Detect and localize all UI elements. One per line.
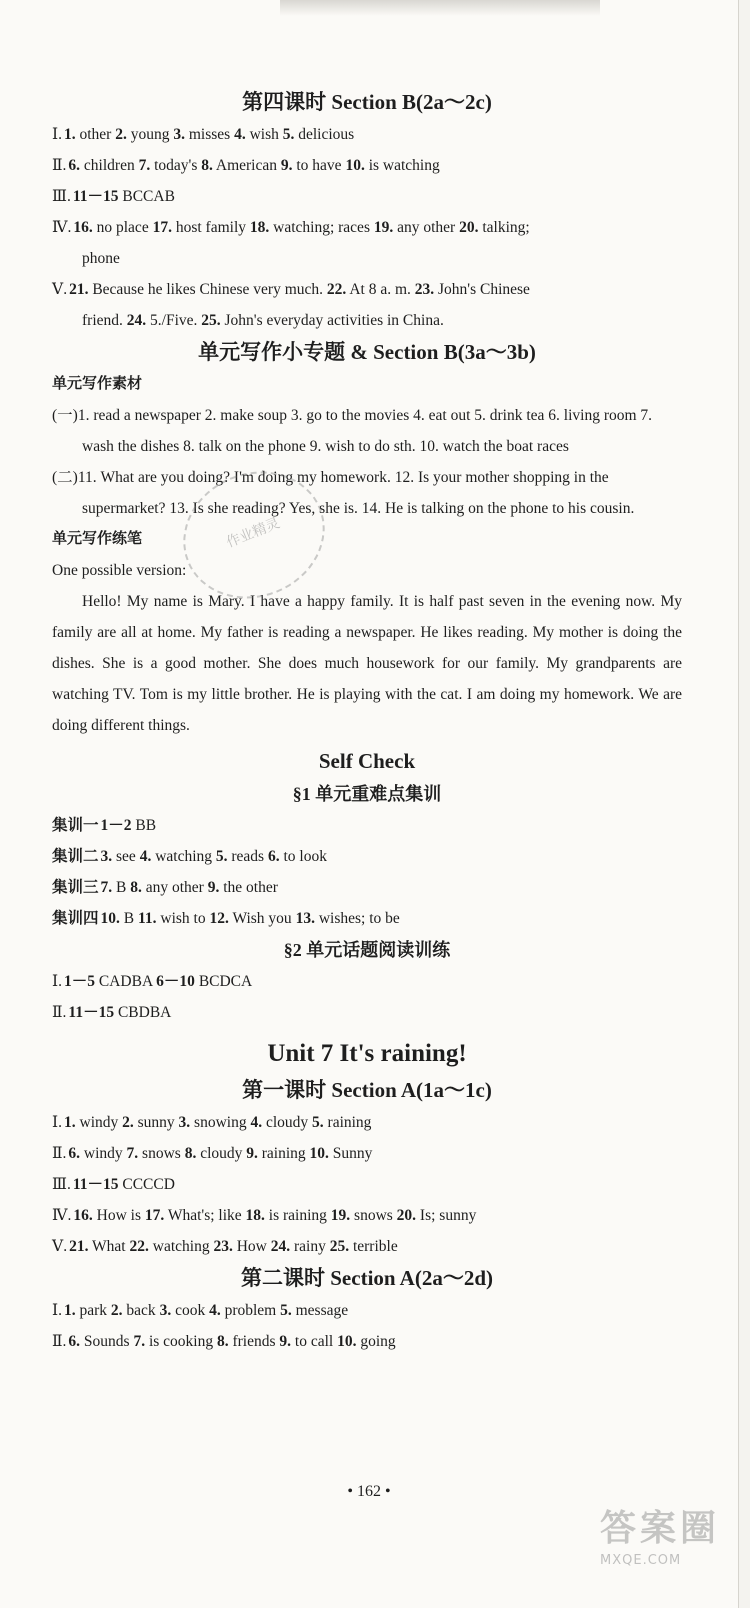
question-number: 10. (100, 910, 120, 927)
question-number: 25. (201, 312, 221, 329)
question-number: 22. (129, 1238, 149, 1255)
question-number: 7. (126, 1145, 139, 1162)
lesson2-title: 第二课时 Section A(2a～2d) (241, 1266, 493, 1290)
answer-line (52, 274, 682, 305)
logo-text: 答案圈 (600, 1508, 721, 1549)
self-check-reading (52, 966, 682, 1028)
answer-text: reads (227, 848, 268, 865)
question-number: 1. (64, 126, 76, 143)
answer-text: Is; sunny (416, 1207, 477, 1224)
answer-text: John's everyday activities in China. (220, 312, 444, 329)
question-number: 18. (245, 1207, 265, 1224)
answer-text: At 8 a. m. (346, 281, 415, 298)
answer-text: cloudy (196, 1145, 247, 1162)
section-numeral: Ⅰ. (52, 1114, 62, 1131)
question-number: 7. (138, 157, 151, 174)
answer-text: Because he likes Chinese very much. (88, 281, 327, 298)
question-number: 1－2 (100, 817, 132, 834)
section-numeral: Ⅱ. (52, 1004, 67, 1021)
question-number: 24. (270, 1238, 291, 1255)
question-number: 2. (122, 1114, 134, 1131)
watermark-stamp: 作业精灵 (164, 451, 344, 620)
question-number: 6. (68, 157, 81, 174)
writing-material-part2: (二)11. What are you doing? I'm doing my homework. 12. Is your mother shopping in the supermarket? 13. Is she reading? Yes, she is. 14. He is talking on the phone to his cousin. (52, 469, 635, 517)
question-number: 23. (414, 281, 435, 298)
answer-text: What (88, 1238, 130, 1255)
question-number: 23. (213, 1238, 233, 1255)
section-numeral: Ⅲ. (52, 188, 71, 205)
section-numeral: Ⅳ. (52, 1207, 72, 1224)
question-number: 9. (246, 1145, 258, 1162)
section-numeral: 集训三 (52, 879, 99, 896)
section-numeral: Ⅱ. (52, 1145, 67, 1162)
answer-text: friends (228, 1333, 280, 1350)
answer-text: Wish you (228, 910, 296, 927)
question-number: 3. (100, 848, 113, 865)
question-number: 10. (337, 1333, 357, 1350)
lesson1-title: 第一课时 Section A(1a～1c) (242, 1078, 492, 1102)
question-number: 6. (68, 1145, 81, 1162)
question-number: 9. (280, 157, 293, 174)
answer-line (52, 997, 682, 1028)
question-number: 6－10 (156, 973, 195, 990)
answer-text: Sounds (80, 1333, 134, 1350)
answer-text: wish to (156, 910, 210, 927)
question-number: 9. (279, 1333, 292, 1350)
question-number: 4. (234, 126, 246, 143)
answer-text: 5./Five. (146, 312, 202, 329)
question-number: 3. (173, 126, 185, 143)
answer-text: windy (80, 1145, 127, 1162)
answer-line (52, 966, 682, 997)
section-numeral: 集训一 (52, 817, 99, 834)
answer-text: no place (92, 219, 153, 236)
section-numeral: Ⅴ. (52, 1238, 68, 1255)
answer-text: B (119, 910, 138, 927)
section-title-writing: 单元写作小专题 & Section B(3a～3b) (198, 340, 536, 364)
question-number: 11－15 (72, 188, 119, 205)
question-number: 4. (209, 1302, 221, 1319)
answer-text: to have (292, 157, 346, 174)
answer-text: CCCCD (118, 1176, 175, 1193)
unit-title: Unit 7 It's raining! (267, 1040, 467, 1067)
question-number: 19. (330, 1207, 351, 1224)
lesson1-answers (52, 1107, 682, 1262)
answer-text: wishes; to be (314, 910, 400, 927)
question-number: 1. (64, 1302, 76, 1319)
question-number: 25. (329, 1238, 350, 1255)
answer-line (52, 1169, 682, 1200)
answer-text: the other (219, 879, 278, 896)
answer-line (52, 903, 682, 934)
question-number: 8. (216, 1333, 229, 1350)
answer-text: message (291, 1302, 349, 1319)
answer-text: is cooking (145, 1333, 217, 1350)
question-number: 20. (459, 219, 479, 236)
question-number: 19. (373, 219, 394, 236)
question-number: 4. (139, 848, 152, 865)
section-numeral: 集训二 (52, 848, 99, 865)
answer-line (52, 1231, 682, 1262)
self-check-drills (52, 810, 682, 934)
writing-material-part1: (一)1. read a newspaper 2. make soup 3. go to the movies 4. eat out 5. drink tea 6. living room 7. wash the dishes 8. talk on the phone 9. wish to do sth. 10. watch the boat races (52, 407, 653, 455)
answer-text: watching; races (269, 219, 374, 236)
question-number: 8. (201, 157, 213, 174)
question-number: 18. (249, 219, 270, 236)
question-number: 6. (267, 848, 280, 865)
question-number: 13. (295, 910, 315, 927)
answer-text: Sunny (328, 1145, 373, 1162)
answer-text: windy (75, 1114, 123, 1131)
question-number: 5. (280, 1302, 292, 1319)
answer-text: terrible (349, 1238, 398, 1255)
answer-line (52, 181, 682, 212)
question-number: 21. (69, 281, 89, 298)
lesson2-answers (52, 1295, 682, 1357)
answer-line (52, 212, 682, 243)
answer-text: cook (171, 1302, 210, 1319)
answer-text: What's; like (164, 1207, 246, 1224)
self-check-sub2: §2 单元话题阅读训练 (283, 940, 451, 960)
answer-text: see (112, 848, 140, 865)
question-number: 1－5 (64, 973, 96, 990)
page-number: • 162 • (347, 1483, 391, 1500)
answer-text: going (356, 1333, 396, 1350)
answer-text: friend. (82, 312, 127, 329)
scan-shadow (280, 0, 600, 16)
answer-text: any other (393, 219, 460, 236)
section-numeral: Ⅰ. (52, 973, 62, 990)
answer-line (52, 1295, 682, 1326)
question-number: 11－15 (68, 1004, 115, 1021)
answer-text: to call (291, 1333, 338, 1350)
question-number: 2. (115, 126, 127, 143)
answer-text: phone (82, 250, 120, 267)
answer-text: today's (150, 157, 202, 174)
answer-text: How (232, 1238, 271, 1255)
answer-text: How is (92, 1207, 145, 1224)
question-number: 6. (68, 1333, 81, 1350)
answer-text: raining (257, 1145, 310, 1162)
answer-text: back (122, 1302, 160, 1319)
answer-text: young (126, 126, 174, 143)
answer-text: raining (323, 1114, 372, 1131)
answer-text: misses (184, 126, 235, 143)
answer-line (52, 841, 682, 872)
answer-text: sunny (133, 1114, 179, 1131)
question-number: 8. (130, 879, 142, 896)
answer-text: park (75, 1302, 111, 1319)
answer-text: other (75, 126, 116, 143)
question-number: 10. (309, 1145, 329, 1162)
answer-key-content (52, 86, 682, 1357)
writing-material-label: 单元写作素材 (52, 376, 143, 392)
answer-text: children (80, 157, 139, 174)
answer-text: snows (350, 1207, 397, 1224)
answer-text: watching (148, 1238, 214, 1255)
section-numeral: Ⅰ. (52, 126, 62, 143)
question-number: 7. (100, 879, 113, 896)
answer-text: CADBA (95, 973, 157, 990)
question-number: 2. (110, 1302, 123, 1319)
answer-text: snows (138, 1145, 185, 1162)
question-number: 16. (73, 219, 93, 236)
answer-line (52, 1326, 682, 1357)
answer-line (52, 810, 682, 841)
section-numeral: Ⅲ. (52, 1176, 71, 1193)
section-numeral: Ⅴ. (52, 281, 68, 298)
self-check-title: Self Check (318, 749, 416, 773)
logo-url: MXQE.COM (600, 1553, 682, 1568)
answer-text: BCDCA (194, 973, 253, 990)
question-number: 17. (152, 219, 172, 236)
answer-text: BB (131, 817, 157, 834)
answer-text: any other (141, 879, 208, 896)
question-number: 11－15 (72, 1176, 119, 1193)
answer-text: is watching (364, 157, 440, 174)
answer-text: is raining (264, 1207, 331, 1224)
question-number: 16. (73, 1207, 93, 1224)
writing-practice-label: 单元写作练笔 (52, 531, 143, 547)
sample-essay: Hello! My name is Mary. I have a happy family. It is half past seven in the evening now. My family are all at home. My father is reading a newspaper. He likes reading. My mother is doing the dishes. She is a good mother. She does much housework for our family. My grandparents are watching TV. Tom is my little brother. He is playing with the cat. I am doing my homework. We are doing different things. (52, 593, 682, 734)
answer-line (52, 243, 682, 274)
question-number: 8. (184, 1145, 197, 1162)
answer-text: watching (151, 848, 216, 865)
section-b2-answers (52, 119, 682, 336)
question-number: 21. (69, 1238, 89, 1255)
answer-text: host family (171, 219, 250, 236)
question-number: 9. (207, 879, 220, 896)
answer-text: B (112, 879, 131, 896)
question-number: 11. (137, 910, 157, 927)
answer-line (52, 1138, 682, 1169)
question-number: 3. (159, 1302, 172, 1319)
answer-text: to look (279, 848, 327, 865)
question-number: 20. (396, 1207, 417, 1224)
section-numeral: Ⅳ. (52, 219, 72, 236)
answer-text: rainy (290, 1238, 330, 1255)
answer-line (52, 1200, 682, 1231)
section-numeral: Ⅱ. (52, 157, 67, 174)
self-check-sub1: §1 单元重难点集训 (292, 784, 442, 804)
question-number: 4. (250, 1114, 263, 1131)
answer-text: cloudy (262, 1114, 313, 1131)
question-number: 24. (126, 312, 147, 329)
question-number: 17. (144, 1207, 165, 1224)
answer-text: snowing (190, 1114, 251, 1131)
answer-text: wish (245, 126, 283, 143)
answer-line (52, 150, 682, 181)
answer-text: John's Chinese (434, 281, 530, 298)
section-numeral: Ⅱ. (52, 1333, 67, 1350)
section-numeral: 集训四 (52, 910, 99, 927)
answer-line (52, 119, 682, 150)
question-number: 1. (64, 1114, 76, 1131)
question-number: 12. (209, 910, 229, 927)
section-title-b2: 第四课时 Section B(2a～2c) (242, 90, 492, 114)
question-number: 5. (215, 848, 228, 865)
question-number: 7. (133, 1333, 146, 1350)
answer-text: American (212, 157, 281, 174)
answer-line (52, 872, 682, 903)
answer-text: talking; (478, 219, 530, 236)
question-number: 5. (312, 1114, 324, 1131)
answer-text: delicious (294, 126, 355, 143)
section-numeral: Ⅰ. (52, 1302, 62, 1319)
corner-watermark-logo (600, 1500, 740, 1600)
question-number: 22. (326, 281, 347, 298)
answer-line (52, 305, 682, 336)
answer-line (52, 1107, 682, 1138)
version-label: One possible version: (52, 562, 187, 579)
question-number: 5. (282, 126, 295, 143)
answer-text: problem (220, 1302, 281, 1319)
answer-text: BCCAB (118, 188, 175, 205)
answer-text: CBDBA (114, 1004, 172, 1021)
question-number: 3. (178, 1114, 191, 1131)
question-number: 10. (345, 157, 365, 174)
